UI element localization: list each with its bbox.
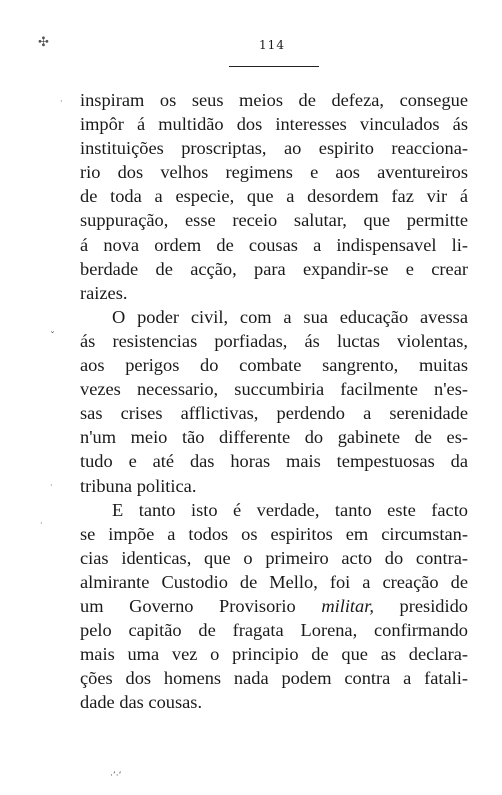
text-line bbox=[80, 498, 468, 522]
text-line bbox=[80, 281, 468, 305]
text-line-content: almirante Custodio de Mello, foi a creação de bbox=[80, 571, 468, 592]
text-line bbox=[80, 184, 468, 208]
text-line-content: ções dos homens nada podem contra a fatali- bbox=[80, 668, 468, 689]
text-line bbox=[80, 329, 468, 353]
margin-speck-icon: · bbox=[60, 97, 63, 106]
text-line-content: tudo e até das horas mais tempestuosas da bbox=[80, 451, 468, 472]
text-line bbox=[80, 690, 468, 714]
header-rule bbox=[229, 66, 319, 67]
text-line bbox=[80, 401, 468, 425]
text-line-content: instituições proscriptas, ao espirito reacciona- bbox=[80, 138, 468, 159]
text-line bbox=[80, 136, 468, 160]
text-line bbox=[80, 666, 468, 690]
text-line-content: vezes necessario, succumbiria facilmente n'es- bbox=[80, 379, 468, 400]
text-line bbox=[80, 425, 468, 449]
text-line-content: ás resistencias porfiadas, ás luctas violentas, bbox=[80, 330, 468, 351]
text-line-content: raizes. bbox=[80, 282, 128, 303]
text-line bbox=[80, 594, 468, 618]
text-line bbox=[80, 353, 468, 377]
margin-speck-icon: ✣ bbox=[38, 35, 49, 50]
text-line bbox=[80, 88, 468, 112]
text-line bbox=[80, 233, 468, 257]
text-line bbox=[80, 546, 468, 570]
text-line bbox=[80, 522, 468, 546]
text-line-content: mais uma vez o principio de que as declara- bbox=[80, 644, 468, 665]
body-text bbox=[80, 88, 468, 714]
text-line-content: de toda a especie, que a desordem faz vir á bbox=[80, 186, 468, 207]
text-line-content: rio dos velhos regimens e aos aventureiros bbox=[80, 162, 468, 183]
text-line bbox=[80, 112, 468, 136]
text-line bbox=[80, 570, 468, 594]
margin-speck-icon: ·ʼ·ʻ bbox=[110, 771, 122, 781]
text-line-content: cias identicas, que o primeiro acto do contra- bbox=[80, 547, 468, 568]
text-line-content: n'um meio tão differente do gabinete de es- bbox=[80, 427, 468, 448]
text-line-content: pelo capitão de fragata Lorena, confirmando bbox=[80, 620, 468, 641]
text-line-content: sas crises afflictivas, perdendo a serenidade bbox=[80, 403, 468, 424]
text-line-content: tribuna politica. bbox=[80, 475, 197, 496]
text-line-content: suppuração, esse receio salutar, que permitte bbox=[80, 210, 468, 231]
text-line bbox=[80, 305, 468, 329]
page-number: 114 bbox=[259, 38, 285, 52]
text-line bbox=[80, 474, 468, 498]
text-line-content: impôr á multidão dos interesses vinculados ás bbox=[80, 114, 468, 135]
text-line bbox=[80, 618, 468, 642]
text-line bbox=[80, 449, 468, 473]
margin-speck-icon: · bbox=[40, 519, 43, 528]
text-line bbox=[80, 642, 468, 666]
text-line-content: dade das cousas. bbox=[80, 692, 203, 713]
text-line bbox=[80, 208, 468, 232]
margin-speck-icon: · bbox=[50, 481, 53, 490]
text-line-content: E tanto isto é verdade, tanto este facto bbox=[112, 499, 468, 520]
text-line bbox=[80, 160, 468, 184]
margin-speck-icon: ˇ bbox=[50, 331, 55, 342]
text-line bbox=[80, 257, 468, 281]
text-line-content: presidido bbox=[373, 595, 469, 616]
text-line-content: aos perigos do combate sangrento, muitas bbox=[80, 355, 468, 376]
text-line-content: se impõe a todos os espiritos em circumstan- bbox=[80, 523, 468, 544]
italic-word: militar, bbox=[321, 595, 374, 616]
text-line-content: inspiram os seus meios de defeza, consegue bbox=[80, 90, 468, 110]
text-line-content: um Governo Provisorio bbox=[80, 595, 322, 616]
text-line bbox=[80, 377, 468, 401]
text-line-content: á nova ordem de cousas a indispensavel li- bbox=[80, 234, 468, 255]
text-line-content: berdade de acção, para expandir-se e crear bbox=[80, 258, 468, 279]
text-line-content: O poder civil, com a sua educação avessa bbox=[112, 306, 468, 327]
